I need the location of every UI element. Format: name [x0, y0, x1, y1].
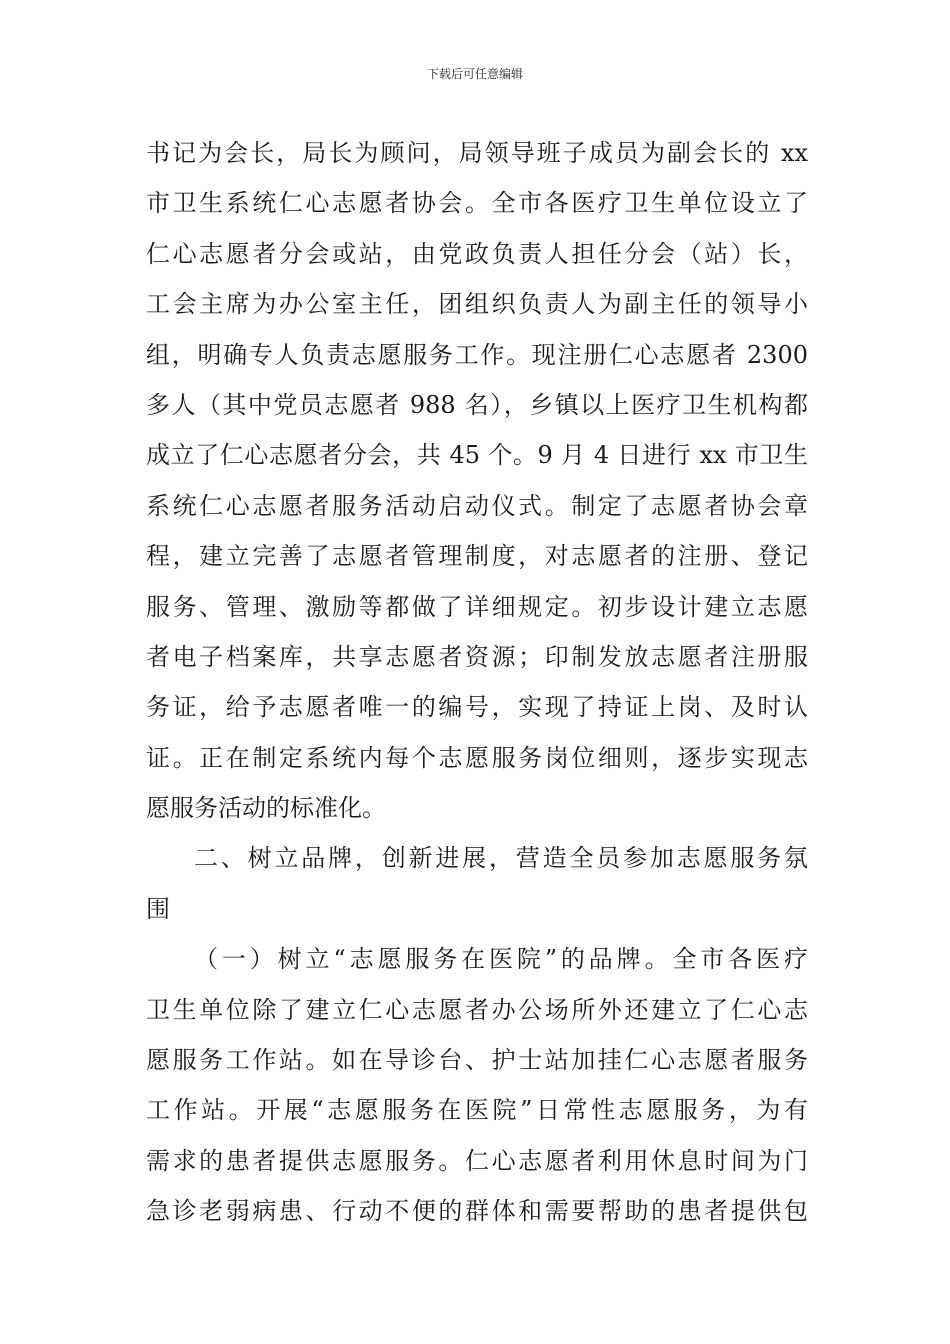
- document-line: 组，明确专人负责志愿服务工作。现注册仁心志愿者 2300: [146, 340, 808, 369]
- document-line: 工会主席为办公室主任，团组织负责人为副主任的领导小: [146, 290, 808, 319]
- document-line: 系统仁心志愿者服务活动启动仪式。制定了志愿者协会章: [146, 491, 808, 520]
- document-line: 书记为会长，局长为顾问，局领导班子成员为副会长的 xx: [146, 139, 808, 167]
- document-line: 仁心志愿者分会或站，由党政负责人担任分会（站）长，: [146, 239, 808, 268]
- document-line: 市卫生系统仁心志愿者协会。全市各医疗卫生单位设立了: [146, 189, 808, 218]
- document-line: 工作站。开展“志愿服务在医院”日常性志愿服务，为有: [146, 1096, 808, 1125]
- document-line: 程，建立完善了志愿者管理制度，对志愿者的注册、登记: [146, 542, 808, 571]
- document-line: 务证，给予志愿者唯一的编号，实现了持证上岗、及时认: [146, 693, 808, 722]
- document-line: 愿服务活动的标准化。: [146, 794, 386, 823]
- document-body: [146, 128, 808, 1237]
- document-line: 二、树立品牌，创新进展，营造全员参加志愿服务氛: [194, 844, 808, 873]
- document-line: 多人（其中党员志愿者 988 名），乡镇以上医疗卫生机构都: [146, 390, 808, 419]
- document-line: 需求的患者提供志愿服务。仁心志愿者利用休息时间为门: [146, 1146, 808, 1175]
- document-line: 急诊老弱病患、行动不便的群体和需要帮助的患者提供包: [146, 1197, 808, 1226]
- document-line: 围: [146, 894, 170, 923]
- document-line: （一）树立“志愿服务在医院”的品牌。全市各医疗: [194, 945, 808, 974]
- page-header-note: 下载后可任意编辑: [426, 67, 523, 81]
- document-line: 服务、管理、激励等都做了详细规定。初步设计建立志愿: [146, 592, 808, 621]
- document-line: 证。正在制定系统内每个志愿服务岗位细则，逐步实现志: [146, 743, 808, 772]
- document-line: 成立了仁心志愿者分会，共 45 个。9 月 4 日进行 xx 市卫生: [146, 441, 808, 470]
- document-line: 者电子档案库，共享志愿者资源；印制发放志愿者注册服: [146, 642, 808, 671]
- document-line: 卫生单位除了建立仁心志愿者办公场所外还建立了仁心志: [146, 995, 808, 1024]
- document-line: 愿服务工作站。如在导诊台、护士站加挂仁心志愿者服务: [146, 1046, 808, 1075]
